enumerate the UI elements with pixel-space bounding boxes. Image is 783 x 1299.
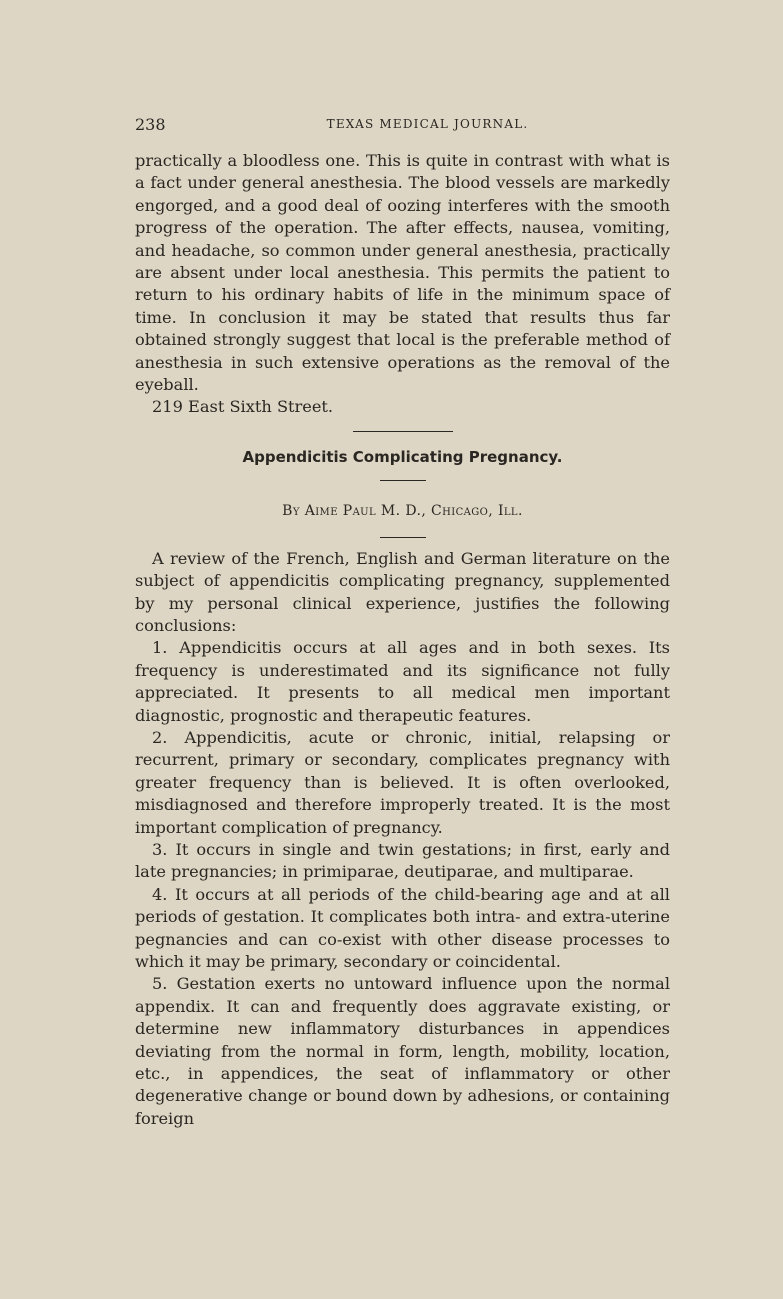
journal-title: TEXAS MEDICAL JOURNAL. — [326, 117, 529, 131]
intro-paragraph: A review of the French, English and German literature on the subject of appendicitis complicating pregnancy, supplemented by my personal clinical experience, justifies the following conclusions: — [135, 548, 670, 635]
continuation-paragraph: practically a bloodless one. This is quite in contrast with what is a fact under general anesthesia. The blood vessels are markedly engorged, and a good deal of oozing interferes with the smooth progress of the operation. The after effects, nausea, vomiting, and headache, so common under general anesthesia, practically are absent under local anesthesia. This permits the patient to return to his ordinary habits of life in the minimum space of time. In conclusion it may be stated that results thus far obtained strongly suggest that local is the preferable method of anesthesia in such extensive operations as the removal of the eyeball. — [135, 151, 670, 395]
title-divider — [380, 480, 426, 481]
byline: By Aime Paul M. D., Chicago, Ill. — [282, 503, 523, 520]
article-title: Appendicitis Complicating Pregnancy. — [242, 447, 563, 466]
author-address: 219 East Sixth Street. — [152, 397, 334, 417]
page-number: 238 — [135, 115, 166, 134]
body-text — [135, 150, 670, 1130]
conclusion-item: 4. It occurs at all periods of the child-bearing age and at all periods of gestation. It complicates both intra- and extra-uterine pegnancies and can co-exist with other disease processes to which it may be primary, secondary or coincidental. — [135, 884, 670, 971]
running-head — [135, 115, 670, 139]
conclusion-item: 3. It occurs in single and twin gestations; in first, early and late pregnancies; in primiparae, deutiparae, and multiparae. — [135, 839, 670, 882]
conclusion-item: 5. Gestation exerts no untoward influence upon the normal appendix. It can and frequently does aggravate existing, or determine new inflammatory disturbances in appendices deviating from the normal in form, length, mobility, location, etc., in appendices, the seat of inflammatory or other degenerative change or bound down by adhesions, or containing foreign — [135, 974, 670, 1128]
conclusion-item: 2. Appendicitis, acute or chronic, initial, relapsing or recurrent, primary or secondary, complicates pregnancy with greater frequency than is believed. It is often overlooked, misdiagnosed and therefore improperly treated. It is the most important complication of pregnancy. — [135, 727, 670, 837]
conclusion-item: 1. Appendicitis occurs at all ages and in both sexes. Its frequency is underestimated and its significance not fully appreciated. It presents to all medical men important diagnostic, prognostic and therapeutic features. — [135, 638, 670, 725]
section-divider — [353, 431, 453, 432]
byline-divider — [380, 537, 426, 538]
